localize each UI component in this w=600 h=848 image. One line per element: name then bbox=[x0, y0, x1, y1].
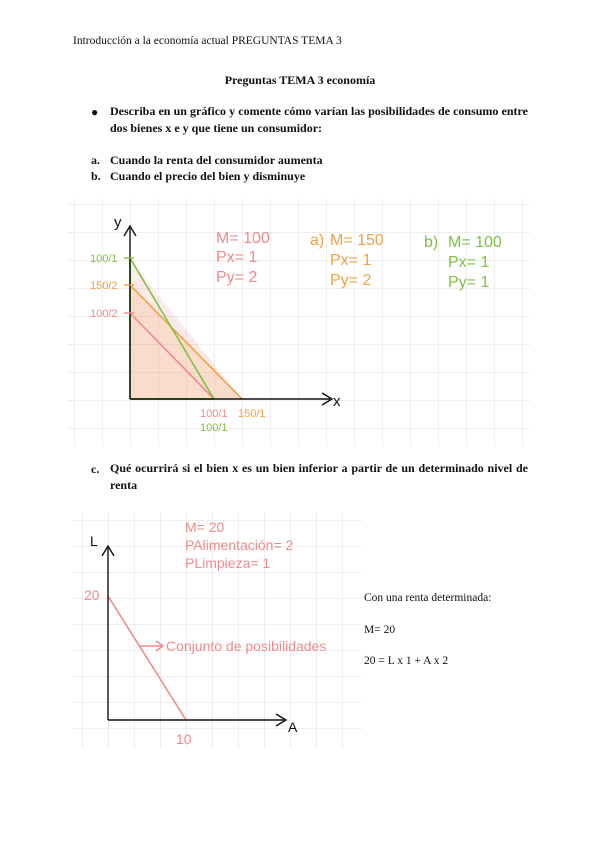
base-py: Py= 2 bbox=[216, 269, 258, 286]
case-a-py: Py= 2 bbox=[330, 272, 372, 289]
item-b-label: b. bbox=[91, 169, 101, 183]
chart-inferior-good bbox=[72, 512, 362, 748]
main-question: Describa en un gráfico y comente cómo varían las posibilidades de consumo entre dos bienes x e y que tiene un consumidor: bbox=[110, 104, 528, 135]
base-px: Px= 1 bbox=[216, 249, 258, 266]
x-axis-label: x bbox=[333, 393, 341, 410]
item-a-text: Cuando la renta del consumidor aumenta bbox=[110, 153, 323, 167]
case-b-tag: b) bbox=[424, 234, 439, 251]
x-tick-label: 100/1 bbox=[200, 408, 228, 420]
x-tick-label: 150/1 bbox=[238, 408, 266, 420]
sidenote-line-2: M= 20 bbox=[364, 624, 396, 636]
bullet-icon: ● bbox=[91, 105, 99, 119]
item-c-label: c. bbox=[91, 462, 100, 476]
annotation-label: Conjunto de posibilidades bbox=[166, 638, 327, 654]
case-a-m: M= 150 bbox=[330, 232, 384, 249]
base-m: M= 100 bbox=[216, 230, 270, 247]
item-b-text: Cuando el precio del bien y disminuye bbox=[110, 169, 306, 183]
x-tick-label-green: 100/1 bbox=[200, 422, 228, 434]
case-a-tag: a) bbox=[310, 232, 325, 249]
page-title: Preguntas TEMA 3 economía bbox=[224, 73, 376, 87]
case-b-m: M= 100 bbox=[448, 234, 502, 251]
page-header: Introducción a la economía actual PREGUNTAS TEMA 3 bbox=[73, 35, 342, 47]
y-axis-label: y bbox=[114, 214, 122, 231]
case-b-px: Px= 1 bbox=[448, 254, 490, 271]
chart-budget-lines bbox=[68, 198, 530, 446]
case-a-px: Px= 1 bbox=[330, 252, 372, 269]
x-tick-label: 10 bbox=[176, 731, 192, 747]
case-b-py: Py= 1 bbox=[448, 274, 490, 291]
param-palimentacion: PAlimentación= 2 bbox=[185, 537, 294, 553]
y-axis-label: L bbox=[90, 533, 98, 549]
param-m: M= 20 bbox=[185, 519, 225, 535]
y-tick-label: 20 bbox=[84, 587, 100, 603]
x-axis-label: A bbox=[288, 719, 298, 735]
param-plimpieza: PLimpieza= 1 bbox=[185, 555, 271, 571]
sidenote-line-3: 20 = L x 1 + A x 2 bbox=[364, 655, 449, 667]
sidenote-line-1: Con una renta determinada: bbox=[364, 592, 492, 604]
y-tick-label: 150/2 bbox=[90, 280, 118, 292]
item-a-label: a. bbox=[91, 153, 100, 167]
y-tick-label: 100/1 bbox=[90, 253, 118, 265]
y-tick-label: 100/2 bbox=[90, 308, 118, 320]
item-c-text: Qué ocurrirá si el bien x es un bien inferior a partir de un determinado nivel de renta bbox=[110, 461, 528, 492]
